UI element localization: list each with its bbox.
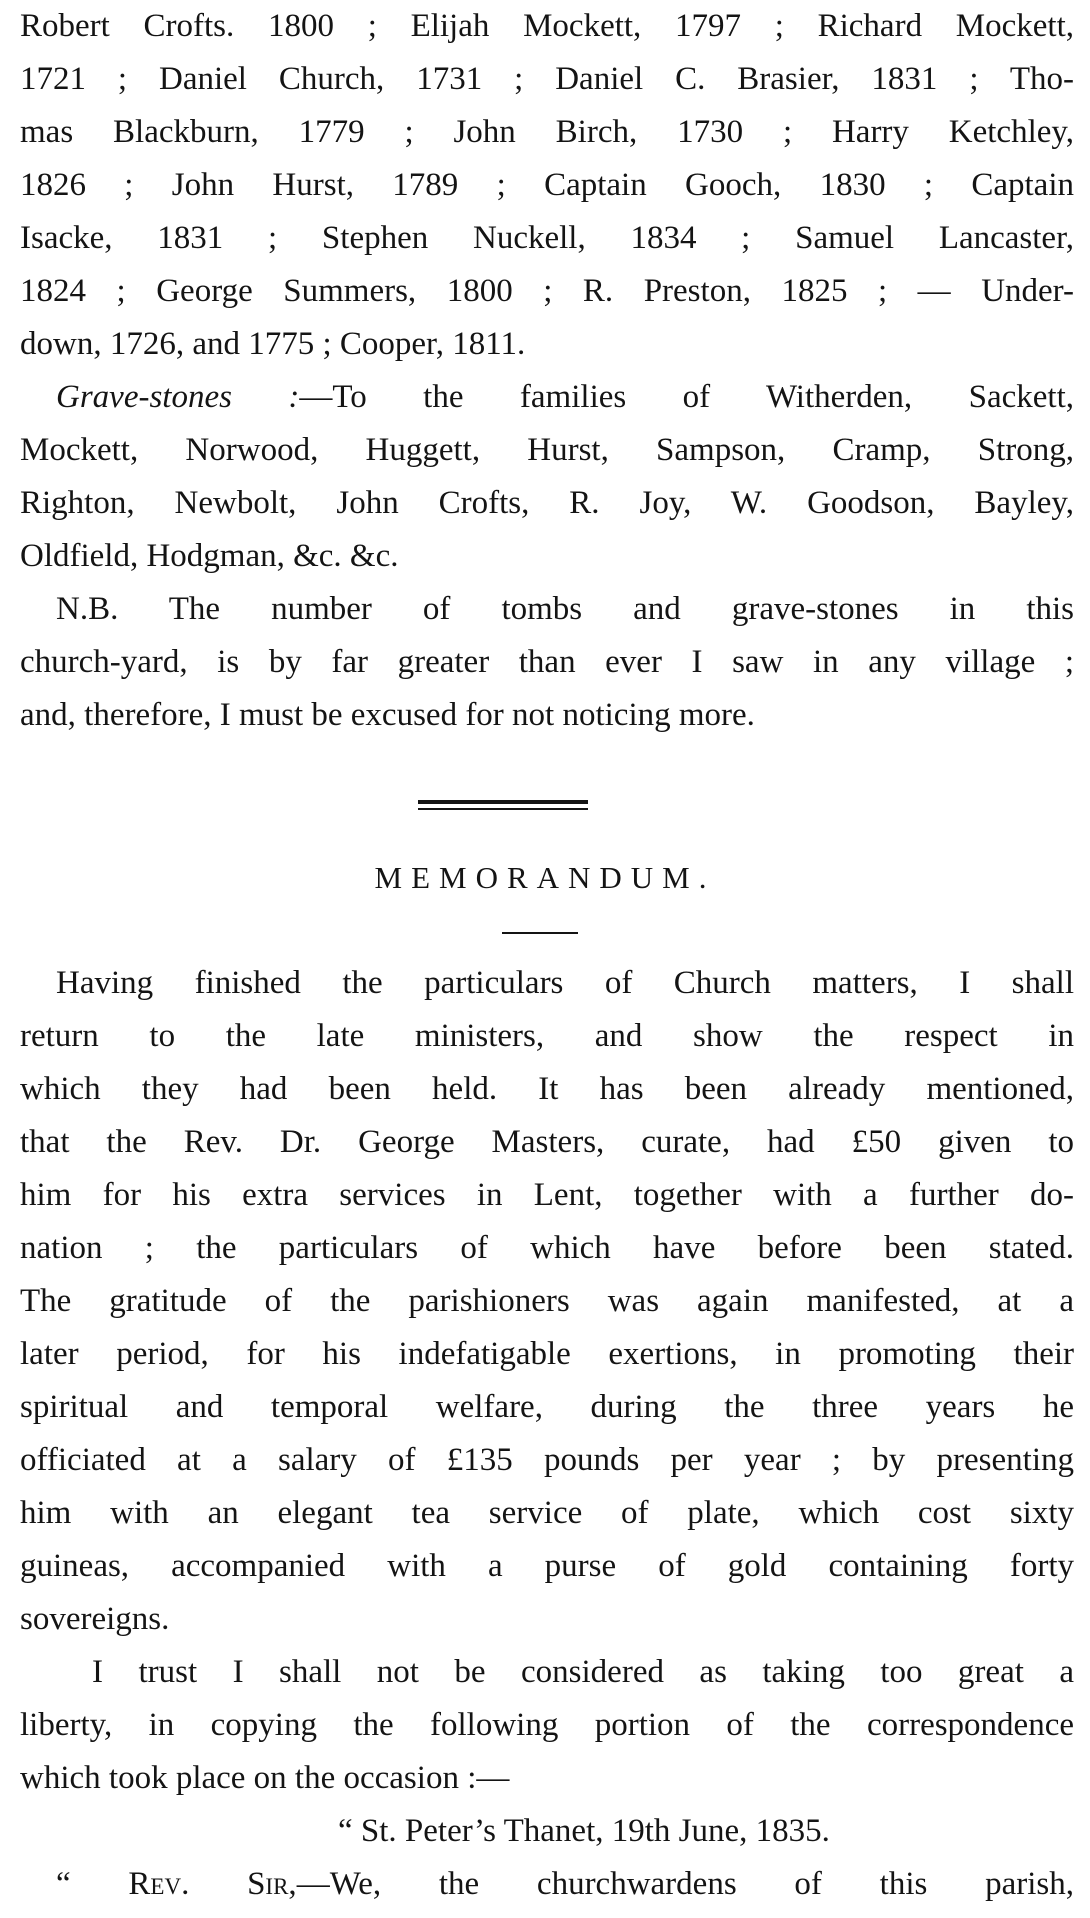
- text-line: down, 1726, and 1775 ; Cooper, 1811.: [20, 326, 526, 362]
- text-line: I trust I shall not be considered as taking too great a: [92, 1654, 1074, 1690]
- text-line: 1721 ; Daniel Church, 1731 ; Daniel C. Brasier, 1831 ; Tho-: [20, 61, 1074, 97]
- text-line: return to the late ministers, and show the respect in: [20, 1018, 1074, 1054]
- text-line: him with an elegant tea service of plate, which cost sixty: [20, 1495, 1074, 1531]
- text-line: Robert Crofts. 1800 ; Elijah Mockett, 1797 ; Richard Mockett,: [20, 8, 1074, 44]
- trust-paragraph: [20, 1646, 1074, 1805]
- gravestones-first-line: —To the families of Witherden, Sackett,: [299, 379, 1074, 415]
- text-line: him for his extra services in Lent, together with a further do-: [20, 1177, 1074, 1213]
- text-line: The gratitude of the parishioners was again manifested, at a: [20, 1283, 1074, 1319]
- letter-salutation: [20, 1858, 1074, 1911]
- gravestones-label: Grave-stones :: [56, 379, 300, 415]
- text-line: [20, 371, 1074, 424]
- text-line: 1824 ; George Summers, 1800 ; R. Preston, 1825 ; — Under-: [20, 273, 1074, 309]
- salutation-rest: —We, the churchwardens of this parish,: [296, 1866, 1074, 1902]
- text-line: 1826 ; John Hurst, 1789 ; Captain Gooch, 1830 ; Captain: [20, 167, 1074, 203]
- text-line: which they had been held. It has been already mentioned,: [20, 1071, 1074, 1107]
- heading-underline: [502, 932, 578, 934]
- text-line: sovereigns.: [20, 1601, 170, 1637]
- dateline-text: “ St. Peter’s Thanet, 19th June, 1835.: [338, 1813, 830, 1849]
- text-line: church-yard, is by far greater than ever I saw in any village ;: [20, 644, 1074, 680]
- text-line: Mockett, Norwood, Huggett, Hurst, Sampson, Cramp, Strong,: [20, 432, 1074, 468]
- text-line: Righton, Newbolt, John Crofts, R. Joy, W. Goodson, Bayley,: [20, 485, 1074, 521]
- text-block-lower: [20, 957, 1074, 1911]
- text-line: liberty, in copying the following portion of the correspondence: [20, 1707, 1074, 1743]
- text-line: and, therefore, I must be excused for not noticing more.: [20, 697, 755, 733]
- text-line: Having finished the particulars of Church matters, I shall: [56, 965, 1074, 1001]
- tombs-list: [20, 0, 1074, 371]
- text-line: mas Blackburn, 1779 ; John Birch, 1730 ; Harry Ketchley,: [20, 114, 1074, 150]
- text-line: Isacke, 1831 ; Stephen Nuckell, 1834 ; Samuel Lancaster,: [20, 220, 1074, 256]
- gravestones-paragraph: [20, 371, 1074, 583]
- text-line: Oldfield, Hodgman, &c. &c.: [20, 538, 399, 574]
- text-line: which took place on the occasion :—: [20, 1760, 510, 1796]
- text-line: N.B. The number of tombs and grave-stones in this: [56, 591, 1074, 627]
- section-divider: [418, 800, 588, 812]
- salutation-greeting: “ Rev. Sir,: [56, 1866, 297, 1902]
- letter-dateline: [20, 1805, 1074, 1858]
- text-line: [20, 1858, 1074, 1911]
- text-line: spiritual and temporal welfare, during the three years he: [20, 1389, 1074, 1425]
- text-block-upper: [20, 0, 1074, 742]
- memorandum-paragraph: [20, 957, 1074, 1646]
- text-line: later period, for his indefatigable exertions, in promoting their: [20, 1336, 1074, 1372]
- nb-paragraph: [20, 583, 1074, 742]
- text-line: officiated at a salary of £135 pounds per year ; by presenting: [20, 1442, 1074, 1478]
- text-line: nation ; the particulars of which have before been stated.: [20, 1230, 1074, 1266]
- section-heading: MEMORANDUM.: [374, 860, 716, 895]
- text-line: that the Rev. Dr. George Masters, curate, had £50 given to: [20, 1124, 1074, 1160]
- text-line: guineas, accompanied with a purse of gold containing forty: [20, 1548, 1074, 1584]
